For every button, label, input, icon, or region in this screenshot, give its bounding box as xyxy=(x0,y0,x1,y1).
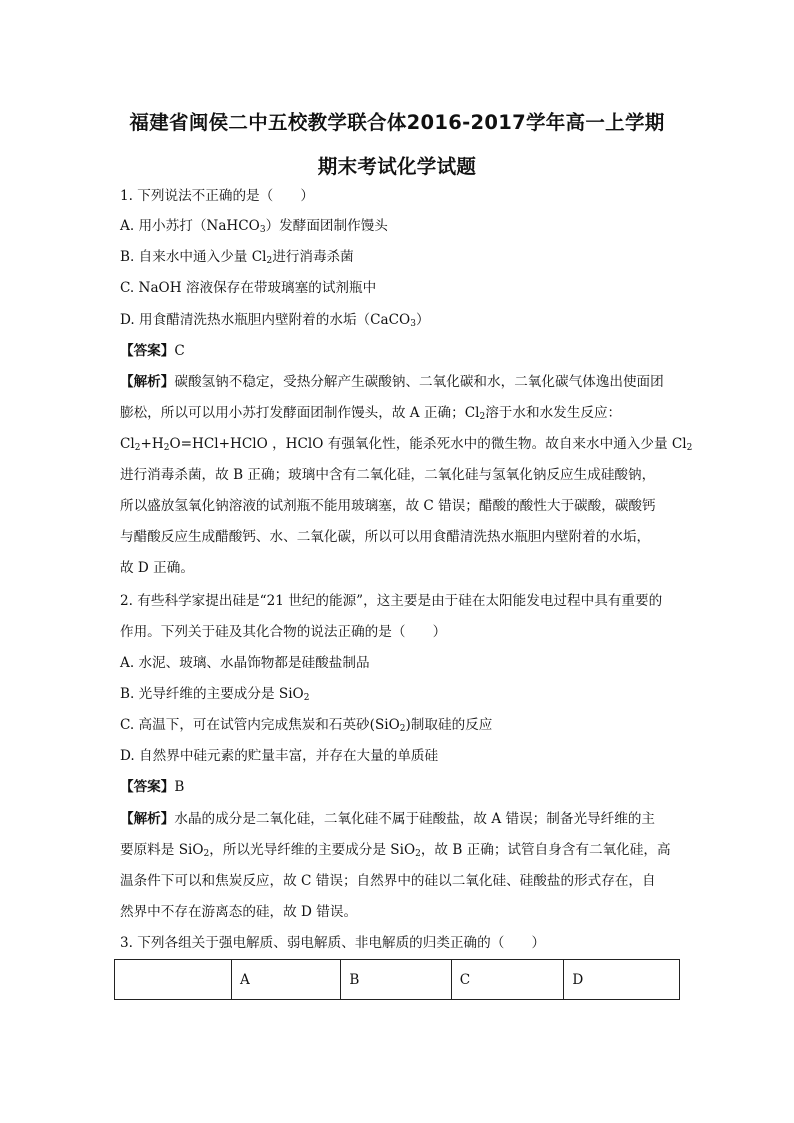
q1-analysis-line-3: $Cl_2+H_2O=HCl+HClO$ ，HClO 有强氧化性，能杀死水中的微生物。故自来水中通入少量 $Cl_2$ xyxy=(120,436,693,453)
document-title-line-1: 福建省闽侯二中五校教学联合体2016-2017学年高一上学期 xyxy=(129,111,665,134)
table-header-cell xyxy=(115,960,232,1000)
q2-stem-line-1: 2. 有些科学家提出硅是“21 世纪的能源”，这主要是由于硅在太阳能发电过程中具有重要的 xyxy=(120,593,663,609)
table-header-cell: C xyxy=(451,960,564,1000)
q1-analysis-line-7: 故 D 正确。 xyxy=(120,560,194,576)
q2-option-a: A. 水泥、玻璃、水晶饰物都是硅酸盐制品 xyxy=(120,655,370,671)
q2-answer: 【答案】B xyxy=(120,779,185,795)
q1-analysis-line-2: 膨松，所以可以用小苏打发酵面团制作馒头，故 A 正确；$Cl_2$溶于水和水发生反应： xyxy=(120,405,622,422)
q2-analysis-line-2: 要原料是 SiO$_2$，所以光导纤维的主要成分是 SiO$_2$，故 B 正确；试管自身含有二氧化硅，高 xyxy=(120,842,671,859)
table-header-cell: B xyxy=(341,960,451,1000)
q1-option-d: D. 用食醋清洗热水瓶胆内壁附着的水垢（CaCO$_3$） xyxy=(120,312,430,329)
q1-answer: 【答案】C xyxy=(120,343,185,359)
q2-analysis-line-1: 【解析】水晶的成分是二氧化硅，二氧化硅不属于硅酸盐，故 A 错误；制备光导纤维的主 xyxy=(120,811,656,827)
q1-analysis-line-6: 与醋酸反应生成醋酸钙、水、二氧化碳，所以可以用食醋清洗热水瓶胆内壁附着的水垢， xyxy=(120,529,651,545)
q1-analysis-line-4: 进行消毒杀菌，故 B 正确；玻璃中含有二氧化硅，二氧化硅与氢氧化钠反应生成硅酸钠， xyxy=(120,467,656,483)
q2-option-d: D. 自然界中硅元素的贮量丰富，并存在大量的单质硅 xyxy=(120,748,439,764)
document-title-line-2: 期末考试化学试题 xyxy=(317,155,477,178)
q2-stem-line-2: 作用。下列关于硅及其化合物的说法正确的是（ ） xyxy=(120,624,447,640)
q1-analysis-line-1: 【解析】碳酸氢钠不稳定，受热分解产生碳酸钠、二氧化碳和水，二氧化碳气体逸出使面团 xyxy=(120,374,664,390)
q1-stem: 1. 下列说法不正确的是（ ） xyxy=(120,188,315,204)
q3-stem: 3. 下列各组关于强电解质、弱电解质、非电解质的归类正确的（ ） xyxy=(120,935,546,951)
q1-analysis-line-5: 所以盛放氢氧化钠溶液的试剂瓶不能用玻璃塞，故 C 错误；醋酸的酸性大于碳酸，碳酸钙 xyxy=(120,498,656,514)
q2-analysis-line-3: 温条件下可以和焦炭反应，故 C 错误；自然界中的硅以二氧化硅、硅酸盐的形式存在，自 xyxy=(120,873,656,889)
table-header-cell: D xyxy=(564,960,680,1000)
q1-option-a: A. 用小苏打（NaHCO$_3$）发酵面团制作馒头 xyxy=(120,218,388,235)
q3-classification-table xyxy=(114,959,680,1000)
q1-option-c: C. NaOH 溶液保存在带玻璃塞的试剂瓶中 xyxy=(120,280,377,296)
q2-option-c: C. 高温下，可在试管内完成焦炭和石英砂(SiO$_2$)制取硅的反应 xyxy=(120,717,493,734)
q1-option-b: B. 自来水中通入少量 $Cl_2$进行消毒杀菌 xyxy=(120,249,354,266)
table-header-cell: A xyxy=(232,960,341,1000)
q2-analysis-line-4: 然界中不存在游离态的硅，故 D 错误。 xyxy=(120,904,358,920)
q2-option-b: B. 光导纤维的主要成分是 SiO$_2$ xyxy=(120,686,310,703)
table-header-row xyxy=(115,960,680,1000)
